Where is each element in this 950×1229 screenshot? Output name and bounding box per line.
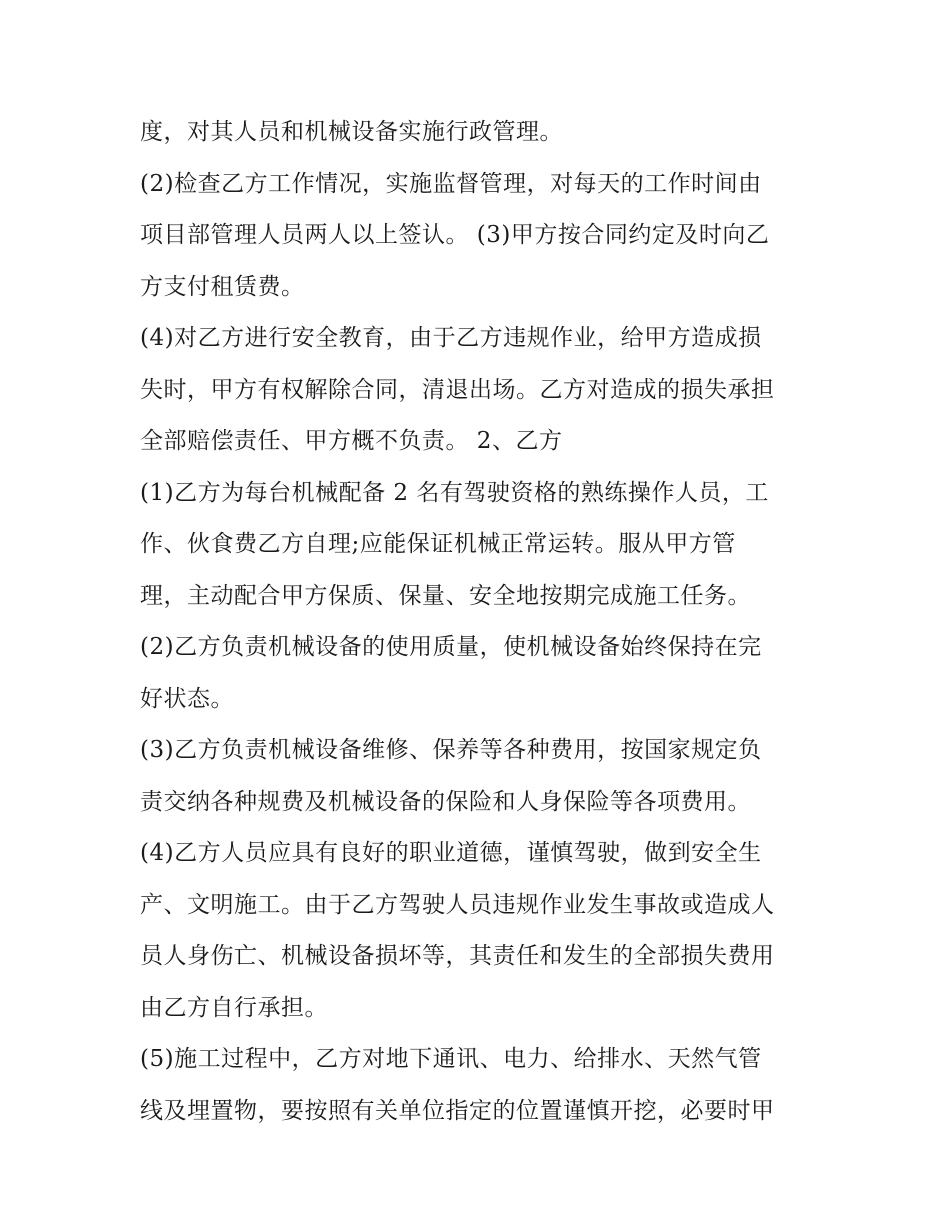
document-body bbox=[140, 107, 830, 1137]
text-line: 方支付租赁费。 bbox=[140, 273, 305, 300]
text-line: 产、文明施工。由于乙方驾驶人员违规作业发生事故或造成人 bbox=[140, 891, 775, 918]
text-line: (2)检查乙方工作情况，实施监督管理，对每天的工作时间由 bbox=[140, 170, 762, 197]
text-line: 线及埋置物，要按照有关单位指定的位置谨慎开挖，必要时甲 bbox=[140, 1097, 775, 1124]
text-line: (2)乙方负责机械设备的使用质量，使机械设备始终保持在完 bbox=[140, 634, 762, 660]
text-line: 责交纳各种规费及机械设备的保险和人身保险等各项费用。 bbox=[140, 788, 751, 815]
text-line: (5)施工过程中，乙方对地下通讯、电力、给排水、天然气管 bbox=[140, 1046, 762, 1072]
text-line: 度，对其人员和机械设备实施行政管理。 bbox=[140, 119, 563, 145]
text-line: (4)对乙方进行安全教育，由于乙方违规作业，给甲方造成损 bbox=[140, 325, 762, 351]
text-line: (4)乙方人员应具有良好的职业道德，谨慎驾驶，做到安全生 bbox=[140, 840, 762, 866]
text-line: (1)乙方为每台机械配备 2 名有驾驶资格的熟练操作人员，工 bbox=[140, 479, 769, 506]
text-line: 员人身伤亡、机械设备损坏等，其责任和发生的全部损失费用 bbox=[140, 943, 775, 969]
text-line: 全部赔偿责任、甲方概不负责。 2、乙方 bbox=[140, 428, 563, 454]
text-line: 作、伙食费乙方自理;应能保证机械正常运转。服从甲方管 bbox=[140, 531, 736, 557]
text-line: 好状态。 bbox=[140, 685, 234, 712]
text-line: 理，主动配合甲方保质、保量、安全地按期完成施工任务。 bbox=[140, 582, 751, 609]
text-line: (3)乙方负责机械设备维修、保养等各种费用，按国家规定负 bbox=[140, 737, 762, 763]
text-line: 由乙方自行承担。 bbox=[140, 994, 328, 1021]
text-line: 项目部管理人员两人以上签认。 (3)甲方按合同约定及时向乙 bbox=[140, 222, 770, 248]
text-line: 失时，甲方有权解除合同，清退出场。乙方对造成的损失承担 bbox=[140, 376, 775, 403]
